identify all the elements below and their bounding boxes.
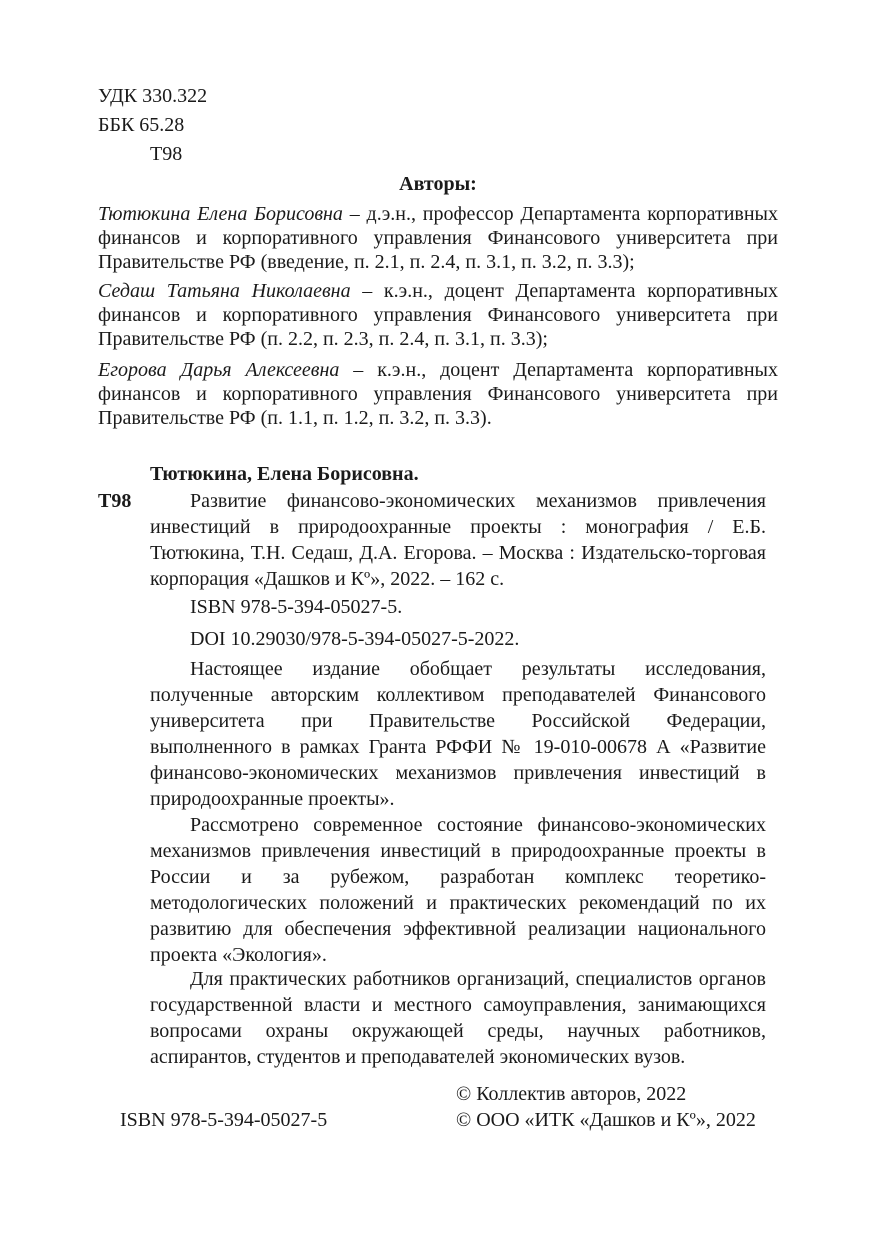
- author-description: – к.э.н., доцент Департамента корпоративных финансов и корпоративного управления Финансового университета при Правительстве РФ (п. 2.2, п. 2.3, п. 2.4, п. 3.1, п. 3.3);: [98, 280, 778, 350]
- doi-line: DOI 10.29030/978-5-394-05027-5-2022.: [190, 628, 520, 650]
- author-entry: [98, 202, 778, 274]
- main-author-heading: Тютюкина, Елена Борисовна.: [150, 463, 419, 485]
- bibliographic-description: Развитие финансово-экономических механизмов привлечения инвестиций в природоохранные проекты : монография / Е.Б. Тютюкина, Т.Н. Седаш, Д.А. Егорова. – Москва : Издательско-торговая корпорация «Дашков и Кº», 2022. – 162 с.: [150, 490, 766, 590]
- author-entry: [98, 279, 778, 351]
- record-code: Т98: [98, 490, 132, 512]
- author-description: – к.э.н., доцент Департамента корпоративных финансов и корпоративного управления Финансового университета при Правительстве РФ (п. 1.1, п. 1.2, п. 3.2, п. 3.3).: [98, 359, 778, 429]
- author-entry: [98, 358, 778, 430]
- bbk-code: ББК 65.28: [98, 114, 185, 136]
- abstract-paragraph: Настоящее издание обобщает результаты исследования, полученные авторским коллективом преподавателей Финансового университета при Правительстве Российской Федерации, выполненного в рамках Гранта РФФИ № 19-010-00678 А «Развитие финансово-экономических механизмов привлечения инвестиций в природоохранные проекты».: [150, 658, 766, 810]
- audience-paragraph: Для практических работников организаций, специалистов органов государственной власти и местного самоуправления, занимающихся вопросами охраны окружающей среды, научных работников, аспирантов, студентов и преподавателей экономических вузов.: [150, 968, 766, 1068]
- author-name: Седаш Татьяна Николаевна: [98, 280, 351, 302]
- author-description: – д.э.н., профессор Департамента корпоративных финансов и корпоративного управления Финансового университета при Правительстве РФ (введение, п. 2.1, п. 2.4, п. 3.1, п. 3.2, п. 3.3);: [98, 203, 778, 273]
- udk-code: УДК 330.322: [98, 85, 208, 107]
- copyright-publisher: © ООО «ИТК «Дашков и Кº», 2022: [456, 1109, 756, 1131]
- copyright-authors: © Коллектив авторов, 2022: [456, 1083, 687, 1105]
- authors-heading: Авторы:: [399, 173, 477, 195]
- author-name: Тютюкина Елена Борисовна: [98, 203, 343, 225]
- abstract-paragraph: Рассмотрено современное состояние финансово-экономических механизмов привлечения инвестиций в природоохранные проекты в России и за рубежом, разработан комплекс теоретико-методологических положений и практических рекомендаций по их развитию для обеспечения эффективной реализации национального проекта «Экология».: [150, 814, 766, 966]
- isbn-line: ISBN 978-5-394-05027-5.: [190, 596, 403, 618]
- footer-isbn: ISBN 978-5-394-05027-5: [120, 1109, 328, 1131]
- author-name: Егорова Дарья Алексеевна: [98, 359, 340, 381]
- author-sign-code: Т98: [150, 143, 183, 165]
